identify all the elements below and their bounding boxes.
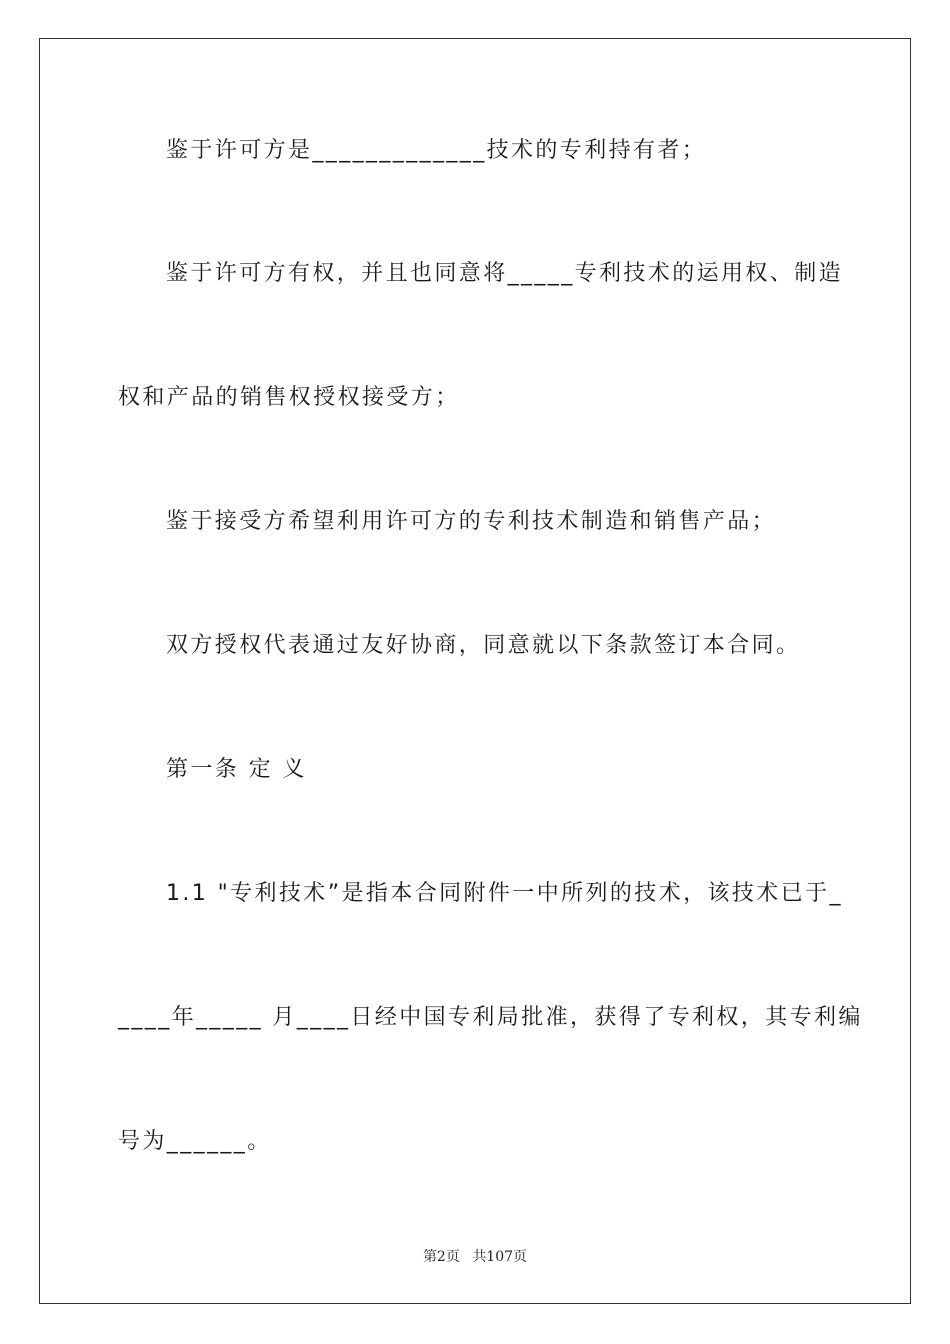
page-footer — [0, 1246, 950, 1266]
page-total: 共107页 — [472, 1249, 528, 1265]
paragraph-line-4: 鉴于接受方希望利用许可方的专利技术制造和销售产品； — [166, 509, 777, 534]
paragraph-line-7: 1.1 "专利技术”是指本合同附件一中所列的技术，该技术已于_ — [166, 881, 843, 906]
paragraph-line-2: 鉴于许可方有权，并且也同意将_____专利技术的运用权、制造 — [166, 261, 844, 286]
paragraph-line-5: 双方授权代表通过友好协商，同意就以下条款签订本合同。 — [166, 633, 801, 658]
paragraph-line-9: 号为______。 — [118, 1129, 272, 1154]
page-border — [39, 38, 911, 1304]
paragraph-line-8: ____年_____ 月____日经中国专利局批准，获得了专利权，其专利编 — [118, 1005, 863, 1030]
paragraph-line-3: 权和产品的销售权授权接受方； — [118, 385, 460, 410]
page-number: 第2页 — [422, 1249, 460, 1265]
section-heading: 第一条 定 义 — [166, 757, 307, 782]
paragraph-line-1: 鉴于许可方是_____________技术的专利持有者； — [166, 138, 707, 163]
